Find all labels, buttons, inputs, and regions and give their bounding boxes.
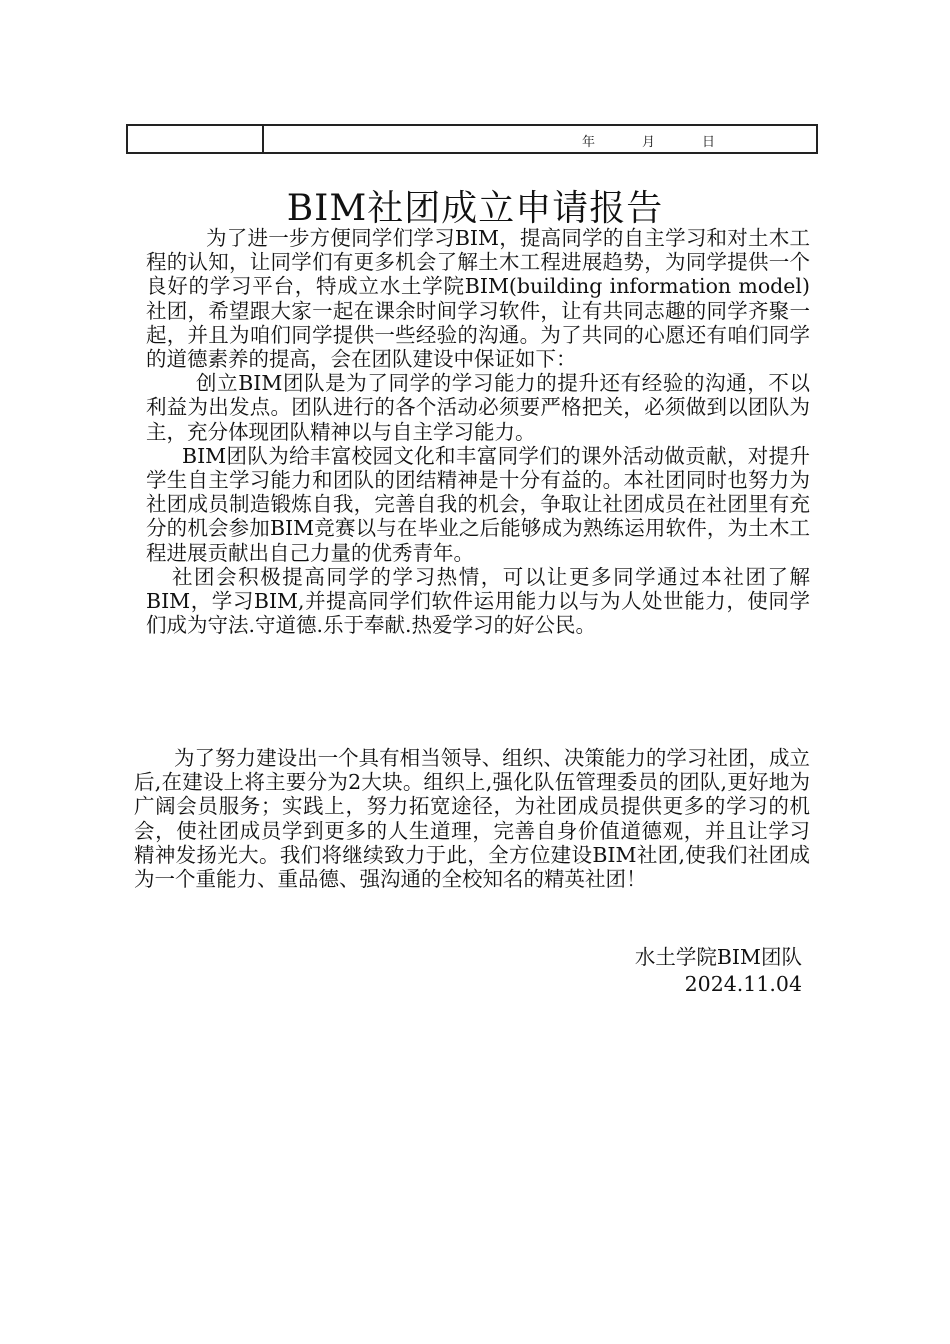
paragraph-purpose: 创立BIM团队是为了同学的学习能力的提升还有经验的沟通，不以利益为出发点。团队进行的各个活动必须要严格把关，必须做到以团队为主，充分体现团队精神以与自主学习能力。 [146, 371, 810, 444]
date-day-label: 日 [702, 135, 716, 150]
header-date-cell [264, 126, 816, 152]
document-body-closing [134, 746, 810, 891]
paragraph-plan: 为了努力建设出一个具有相当领导、组织、决策能力的学习社团，成立后,在建设上将主要分为2大块。组织上,强化队伍管理委员的团队,更好地为广阔会员服务；实践上，努力拓宽途径，为社团成员提供更多的学习的机会，使社团成员学到更多的人生道理，完善自身价值道德观，并且让学习精神发扬光大。我们将继续致力于此，全方位建设BIM社团,使我们社团成为一个重能力、重品德、强沟通的全校知名的精英社团！ [134, 746, 810, 892]
date-year-label: 年 [582, 135, 596, 150]
document-title: BIM社团成立申请报告 [286, 188, 664, 229]
date-month-label: 月 [642, 135, 656, 150]
signature-date: 2024.11.04 [684, 972, 802, 996]
signature-block [635, 944, 802, 998]
header-left-cell [128, 126, 264, 152]
paragraph-enthusiasm: 社团会积极提高同学的学习热情，可以让更多同学通过本社团了解BIM，学习BIM,并提高同学们软件运用能力以与为人处世能力，使同学们成为守法.守道德.乐于奉献.热爱学习的好公民。 [146, 564, 810, 638]
signature-organization: 水土学院BIM团队 [634, 945, 802, 969]
document-body [146, 226, 810, 637]
paragraph-intro: 为了进一步方便同学们学习BIM，提高同学的自主学习和对土木工程的认知，让同学们有更多机会了解土木工程进展趋势，为同学提供一个良好的学习平台，特成立水土学院BIM(building information model)社团，希望跟大家一起在课余时间学习软件，让有共同志趣的同学齐聚一起，并且为咱们同学提供一些经验的沟通。为了共同的心愿还有咱们同学的道德素养的提高，会在团队建设中保证如下： [146, 226, 810, 372]
paragraph-contribution: BIM团队为给丰富校园文化和丰富同学们的课外活动做贡献，对提升学生自主学习能力和团队的团结精神是十分有益的。本社团同时也努力为社团成员制造锻炼自我，完善自我的机会，争取让社团成员在社团里有充分的机会参加BIM竞赛以与在毕业之后能够成为熟练运用软件，为土木工程进展贡献出自己力量的优秀青年。 [146, 443, 810, 565]
